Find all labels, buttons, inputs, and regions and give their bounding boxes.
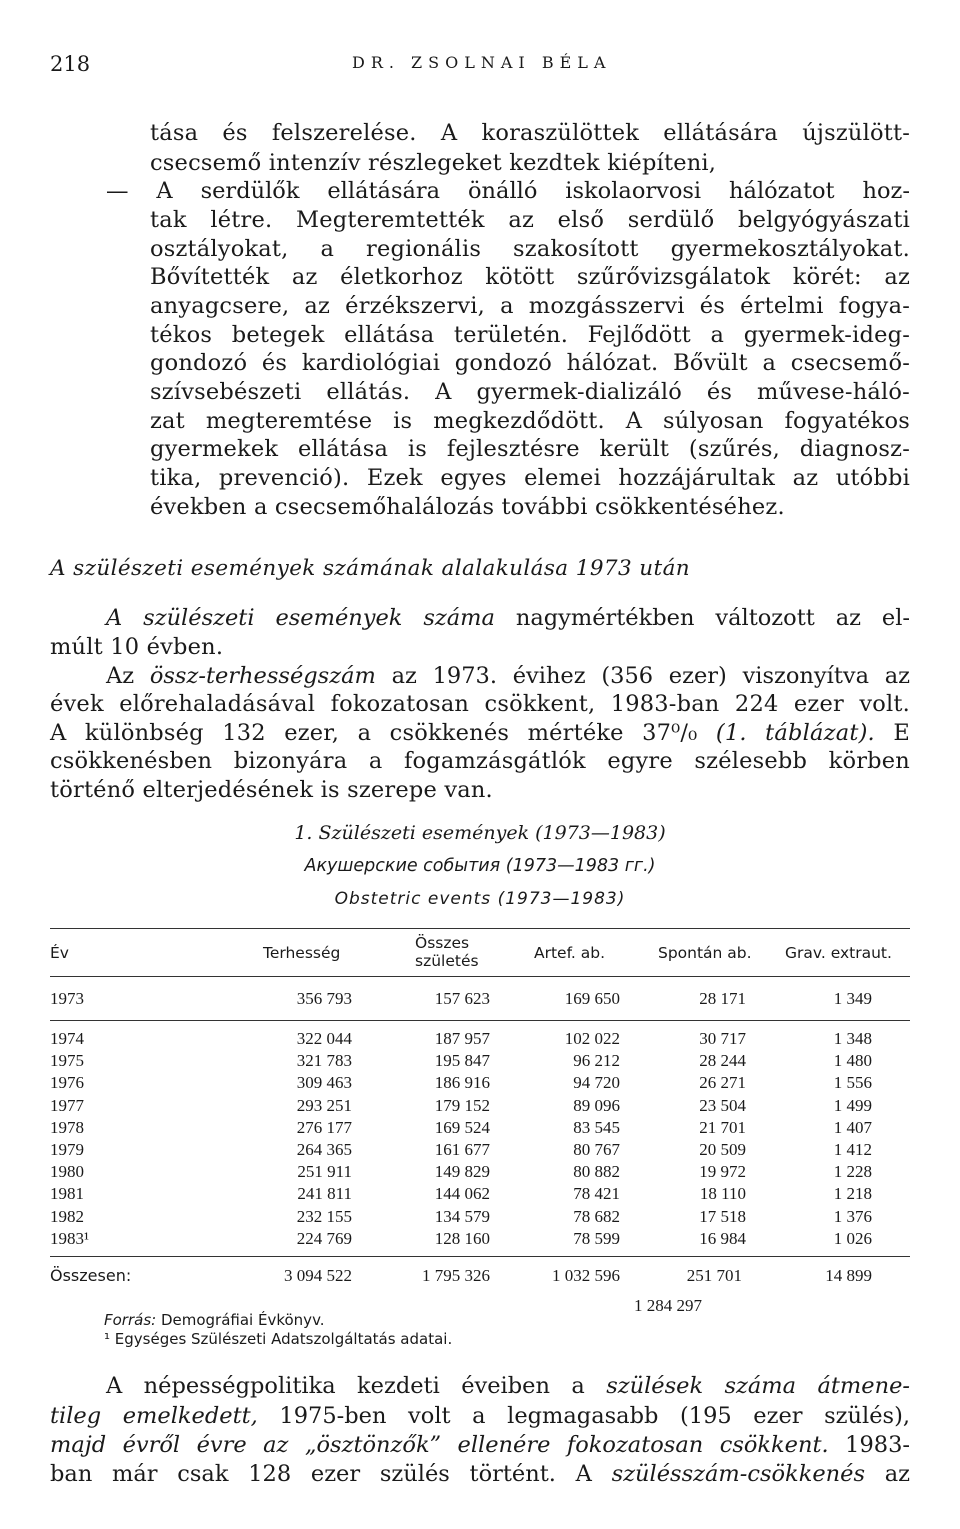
table-cell: 1981 xyxy=(50,1184,84,1204)
table-cell: 293 251 xyxy=(296,1095,352,1115)
table-cell: 26 271 xyxy=(699,1073,746,1093)
text-line: csecsemő intenzív részlegeket kezdtek kiépíteni, xyxy=(150,150,717,176)
table-cell: 1 376 xyxy=(833,1206,872,1226)
table-cell: 309 463 xyxy=(296,1073,352,1093)
total-extra-value: 1 284 297 xyxy=(634,1296,702,1315)
text-line: anyagcsere, az érzékszervi, a mozgásszervi és értelmi fogya- xyxy=(150,293,910,319)
table-footnote: ¹ Egységes Szülészeti Adatszolgáltatás adatai. xyxy=(104,1330,453,1348)
table-cell: 94 720 xyxy=(573,1073,620,1093)
table-cell: 1983¹ xyxy=(50,1228,90,1248)
table-cell: 1976 xyxy=(50,1073,84,1093)
text-line: tileg emelkedett, 1975-ben volt a legmagasabb (195 ezer szülés), xyxy=(50,1403,911,1429)
text-line: gyermekek ellátása is fejlesztésre került (szűrés, diagnosz- xyxy=(150,436,910,462)
table-cell: 1 499 xyxy=(833,1095,872,1115)
table-cell: 1 556 xyxy=(833,1073,872,1093)
table-cell: 1974 xyxy=(50,1029,84,1048)
table-cell: 1 228 xyxy=(833,1162,872,1182)
table-cell: 1 412 xyxy=(833,1140,872,1159)
table-cell: 28 244 xyxy=(699,1051,746,1071)
table-cell: 30 717 xyxy=(699,1029,746,1048)
table-cell: 20 509 xyxy=(699,1140,746,1159)
table-cell: 3 094 522 xyxy=(284,1266,352,1285)
text-line: A népességpolitika kezdeti éveiben a szülések száma átmene- xyxy=(106,1373,910,1399)
table-cell: 83 545 xyxy=(573,1117,620,1137)
table-cell: 1 218 xyxy=(833,1184,872,1204)
table-cell: 1 349 xyxy=(833,989,872,1008)
table-cell: 251 701 xyxy=(686,1266,742,1285)
table-cell: 78 599 xyxy=(573,1228,620,1248)
table-top-rule xyxy=(50,928,910,929)
table-cell: 19 972 xyxy=(699,1162,746,1182)
table-cell: 78 682 xyxy=(573,1206,620,1226)
text-line: Az össz-terhességszám az 1973. évihez (356 ezer) viszonyítva az xyxy=(106,663,910,689)
section-heading: A szülészeti események számának alalakulása 1973 után xyxy=(50,556,691,581)
table-cell: 14 899 xyxy=(825,1266,872,1285)
table-cell: 134 579 xyxy=(434,1206,490,1226)
table-cell: 1 795 326 xyxy=(422,1266,490,1285)
table-cell: 1 348 xyxy=(833,1029,872,1048)
text-line: csökkenésben bizonyára a fogamzásgátlók egyre szélesebb körben xyxy=(50,748,910,774)
table-total-rule xyxy=(50,1256,910,1257)
text-line: ban már csak 128 ezer szülés történt. A szülésszám-csökkenés az xyxy=(50,1461,911,1487)
table-cell: 1 026 xyxy=(833,1228,872,1248)
table-cell: 169 650 xyxy=(564,989,620,1008)
text-line: szívsebészeti ellátás. A gyermek-dializáló és művese-háló- xyxy=(150,379,910,405)
text-line: A szülészeti események száma nagymértékben változott az el- xyxy=(106,605,911,631)
table-cell: 356 793 xyxy=(296,989,352,1008)
table-cell: 322 044 xyxy=(296,1029,352,1048)
table-caption-ru: Акушерские события (1973—1983 гг.) xyxy=(304,856,656,876)
column-header: Év xyxy=(50,944,69,962)
table-cell: 102 022 xyxy=(564,1029,620,1048)
table-cell: 187 957 xyxy=(434,1029,490,1048)
text-line: Bővítették az életkorhoz kötött szűrővizsgálatok körét: az xyxy=(150,264,910,290)
text-line: tása és felszerelése. A koraszülöttek ellátására újszülött- xyxy=(150,120,910,146)
table-section-rule xyxy=(50,1020,910,1021)
table-caption-hu: 1. Szülészeti események (1973—1983) xyxy=(294,822,666,844)
table-cell: 96 212 xyxy=(573,1051,620,1071)
table-cell: 1978 xyxy=(50,1117,84,1137)
table-cell: 157 623 xyxy=(434,989,490,1008)
table-cell: 16 984 xyxy=(699,1228,746,1248)
table-cell: 128 160 xyxy=(434,1228,490,1248)
table-cell: 78 421 xyxy=(573,1184,620,1204)
table-cell: 144 062 xyxy=(434,1184,490,1204)
text-line: — A serdülők ellátására önálló iskolaorvosi hálózatot hoz- xyxy=(106,178,910,204)
table-cell: 161 677 xyxy=(434,1140,490,1159)
column-header: Spontán ab. xyxy=(658,944,752,962)
table-cell: 1977 xyxy=(50,1095,84,1115)
column-header: Grav. extraut. xyxy=(785,944,892,962)
table-cell: 232 155 xyxy=(296,1206,352,1226)
text-line: osztályokat, a regionális szakosított gyermekosztályokat. xyxy=(150,236,910,262)
table-cell: 80 882 xyxy=(573,1162,620,1182)
table-cell: 17 518 xyxy=(699,1206,746,1226)
running-head: DR. ZSOLNAI BÉLA xyxy=(352,53,612,72)
text-line: tak létre. Megteremtették az első serdülő belgyógyászati xyxy=(150,207,910,233)
table-cell: 169 524 xyxy=(434,1117,490,1137)
table-cell: 1973 xyxy=(50,989,84,1008)
table-cell: 1 032 596 xyxy=(552,1266,620,1285)
table-cell: 1 407 xyxy=(833,1117,872,1137)
text-line: zat megteremtése is megkezdődött. A súlyosan fogyatékos xyxy=(150,408,910,434)
total-label: Összesen: xyxy=(50,1266,132,1285)
text-line: majd évről évre az „ösztönzők” ellenére fokozatosan csökkent. 1983- xyxy=(50,1432,911,1458)
column-header: Összes születés xyxy=(415,934,479,970)
table-cell: 1975 xyxy=(50,1051,84,1071)
text-line: években a csecsemőhalálozás további csökkentéséhez. xyxy=(150,494,785,520)
table-header-rule xyxy=(50,976,910,977)
table-cell: 276 177 xyxy=(296,1117,352,1137)
text-line: tika, prevenció). Ezek egyes elemei hozzájárultak az utóbbi xyxy=(150,465,910,491)
table-cell: 28 171 xyxy=(699,989,746,1008)
table-cell: 224 769 xyxy=(296,1228,352,1248)
table-cell: 321 783 xyxy=(296,1051,352,1071)
table-cell: 241 811 xyxy=(297,1184,352,1204)
table-cell: 1982 xyxy=(50,1206,84,1226)
column-header: Artef. ab. xyxy=(534,944,606,962)
table-cell: 186 916 xyxy=(434,1073,490,1093)
table-cell: 23 504 xyxy=(699,1095,746,1115)
table-cell: 80 767 xyxy=(573,1140,620,1159)
table-cell: 251 911 xyxy=(297,1162,352,1182)
text-line: gondozó és kardiológiai gondozó hálózat. Bővült a csecsemő- xyxy=(150,350,910,376)
table-cell: 1980 xyxy=(50,1162,84,1182)
table-cell: 21 701 xyxy=(699,1117,746,1137)
table-cell: 18 110 xyxy=(699,1184,746,1204)
text-line: évek előrehaladásával fokozatosan csökkent, 1983-ban 224 ezer volt. xyxy=(50,691,910,717)
table-cell: 149 829 xyxy=(434,1162,490,1182)
table-caption-en: Obstetric events (1973—1983) xyxy=(334,889,626,909)
text-line: tékos betegek ellátása területén. Fejlődött a gyermek-ideg- xyxy=(150,322,910,348)
text-line: történő elterjedésének is szerepe van. xyxy=(50,777,493,803)
table-cell: 264 365 xyxy=(296,1140,352,1159)
table-cell: 1979 xyxy=(50,1140,84,1159)
table-cell: 179 152 xyxy=(434,1095,490,1115)
table-cell: 89 096 xyxy=(573,1095,620,1115)
table-cell: 195 847 xyxy=(434,1051,490,1071)
page-number: 218 xyxy=(50,52,91,76)
text-line: A különbség 132 ezer, a csökkenés mértéke 37⁰/₀ (1. táblázat). E xyxy=(50,720,910,746)
column-header: Terhesség xyxy=(263,944,341,962)
table-source: Forrás: Demográfiai Évkönyv. xyxy=(104,1311,325,1329)
text-line: múlt 10 évben. xyxy=(50,634,224,660)
table-cell: 1 480 xyxy=(833,1051,872,1071)
